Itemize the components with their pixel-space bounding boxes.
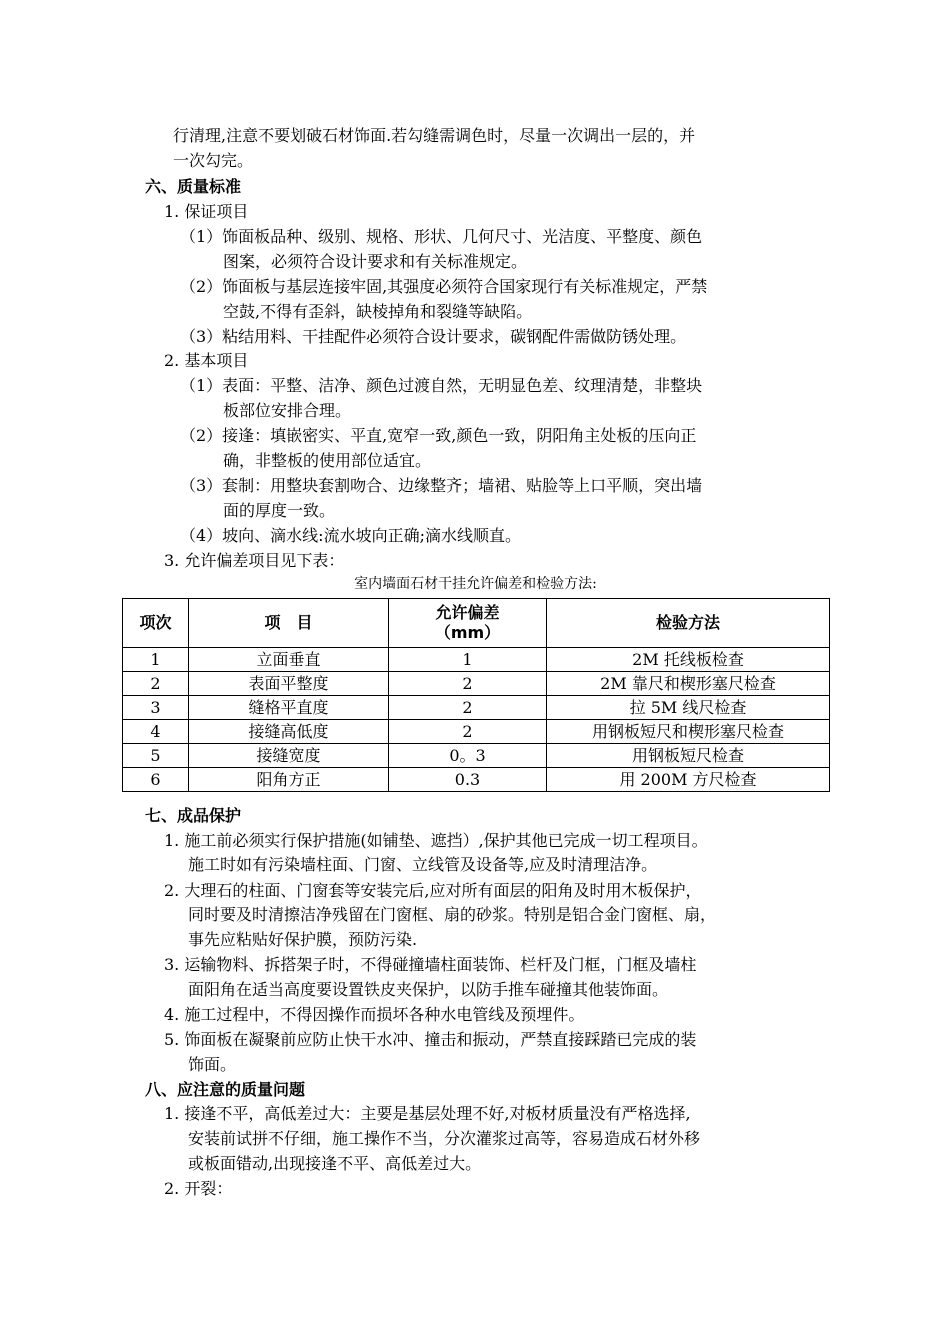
table-row: [123, 696, 830, 720]
cell-no: 1: [123, 648, 189, 672]
s6-2-p3-line1: （3）套制：用整块套割吻合、边缘整齐；墙裙、贴脸等上口平顺，突出墙: [180, 476, 703, 495]
s7-item-3-line2: 面阳角在适当高度要设置铁皮夹保护，以防手推车碰撞其他装饰面。: [188, 980, 669, 999]
table-row: [123, 720, 830, 744]
s6-2-p1-line1: （1）表面：平整、洁净、颜色过渡自然，无明显色差、纹理清楚，非整块: [180, 376, 703, 395]
section-6-item-1-label: 1. 保证项目: [164, 202, 249, 221]
cell-method: 用 200M 方尺检查: [547, 768, 830, 792]
s6-1-p1-line1: （1）饰面板品种、级别、规格、形状、几何尺寸、光洁度、平整度、颜色: [180, 227, 703, 246]
s6-1-p3-line1: （3）粘结用料、干挂配件必须符合设计要求，碳钢配件需做防锈处理。: [180, 327, 687, 346]
s6-1-p2-line2: 空鼓,不得有歪斜，缺棱掉角和裂缝等缺陷。: [223, 302, 533, 321]
s6-2-p3-line2: 面的厚度一致。: [223, 501, 336, 520]
cell-tolerance: 1: [389, 648, 547, 672]
table-header-row: [123, 599, 830, 648]
header-tolerance-label: 允许偏差: [435, 603, 500, 622]
s6-1-p2-line1: （2）饰面板与基层连接牢固,其强度必须符合国家现行有关标准规定，严禁: [180, 277, 708, 296]
table-row: [123, 744, 830, 768]
header-item: 项 目: [189, 599, 389, 648]
s8-item-2-line1: 2. 开裂：: [164, 1179, 233, 1198]
header-tolerance-unit: （mm）: [434, 623, 501, 642]
cell-item: 缝格平直度: [189, 696, 389, 720]
cell-tolerance: 2: [389, 720, 547, 744]
table-row: [123, 768, 830, 792]
cell-item: 表面平整度: [189, 672, 389, 696]
s7-item-1-line2: 施工时如有污染墙柱面、门窗、立线管及设备等,应及时清理洁净。: [188, 855, 658, 874]
table-caption: 室内墙面石材干挂允许偏差和检验方法:: [354, 576, 597, 592]
s6-2-p2-line2: 确，非整板的使用部位适宜。: [223, 451, 432, 470]
header-method: 检验方法: [547, 599, 830, 648]
s8-item-1-line1: 1. 接逢不平，高低差过大：主要是基层处理不好,对板材质量没有严格选择,: [164, 1104, 691, 1123]
cell-no: 5: [123, 744, 189, 768]
s7-item-2-line3: 事先应粘贴好保护膜，预防污染.: [188, 930, 418, 949]
s7-item-4-line1: 4. 施工过程中，不得因操作而损坏各种水电管线及预埋件。: [164, 1005, 585, 1024]
header-no: 项次: [123, 599, 189, 648]
cell-item: 接缝高低度: [189, 720, 389, 744]
s6-2-p2-line1: （2）接逢：填嵌密实、平直,宽窄一致,颜色一致，阴阳角主处板的压向正: [180, 426, 697, 445]
cell-no: 4: [123, 720, 189, 744]
cell-method: 2M 托线板检查: [547, 648, 830, 672]
cell-tolerance: 2: [389, 672, 547, 696]
cell-method: 拉 5M 线尺检查: [547, 696, 830, 720]
cell-tolerance: 0。3: [389, 744, 547, 768]
section-6-item-2-label: 2. 基本项目: [164, 351, 249, 370]
s7-item-2-line2: 同时要及时清擦洁净残留在门窗框、扇的砂浆。特别是铝合金门窗框、扇，: [188, 905, 717, 924]
cell-tolerance: 0.3: [389, 768, 547, 792]
s7-item-1-line1: 1. 施工前必须实行保护措施(如铺垫、遮挡）,保护其他已完成一切工程项目。: [164, 831, 708, 850]
table-row: [123, 672, 830, 696]
header-tolerance: [389, 599, 547, 648]
section-6-title: 六、质量标准: [145, 177, 242, 196]
continuation-line-1: 行清理,注意不要划破石材饰面.若勾缝需调色时，尽量一次调出一层的，并: [173, 126, 696, 145]
cell-method: 2M 靠尺和楔形塞尺检查: [547, 672, 830, 696]
cell-item: 立面垂直: [189, 648, 389, 672]
section-6-item-3-label: 3. 允许偏差项目见下表：: [164, 551, 345, 570]
table-row: [123, 648, 830, 672]
s7-item-3-line1: 3. 运输物料、拆搭架子时，不得碰撞墙柱面装饰、栏杆及门框，门框及墙柱: [164, 955, 697, 974]
section-8-title: 八、应注意的质量问题: [145, 1080, 306, 1099]
s7-item-2-line1: 2. 大理石的柱面、门窗套等安装完后,应对所有面层的阳角及时用木板保护，: [164, 881, 702, 900]
s8-item-1-line2: 安装前试拼不仔细，施工操作不当，分次灌浆过高等，容易造成石材外移: [188, 1129, 701, 1148]
cell-no: 2: [123, 672, 189, 696]
s8-item-1-line3: 或板面错动,出现接逢不平、高低差过大。: [188, 1154, 482, 1173]
cell-item: 接缝宽度: [189, 744, 389, 768]
s6-1-p1-line2: 图案，必须符合设计要求和有关标准规定。: [223, 252, 528, 271]
cell-method: 用钢板短尺和楔形塞尺检查: [547, 720, 830, 744]
cell-method: 用钢板短尺检查: [547, 744, 830, 768]
section-7-title: 七、成品保护: [145, 806, 242, 825]
cell-no: 6: [123, 768, 189, 792]
cell-item: 阳角方正: [189, 768, 389, 792]
s6-2-p4-line1: （4）坡向、滴水线:流水坡向正确;滴水线顺直。: [180, 526, 521, 545]
s7-item-5-line2: 饰面。: [188, 1055, 237, 1074]
cell-tolerance: 2: [389, 696, 547, 720]
cell-no: 3: [123, 696, 189, 720]
deviation-table: [122, 598, 830, 792]
s7-item-5-line1: 5. 饰面板在凝聚前应防止快干水冲、撞击和振动，严禁直接踩踏已完成的装: [164, 1030, 697, 1049]
continuation-line-2: 一次勾完。: [173, 151, 254, 170]
s6-2-p1-line2: 板部位安排合理。: [223, 401, 352, 420]
